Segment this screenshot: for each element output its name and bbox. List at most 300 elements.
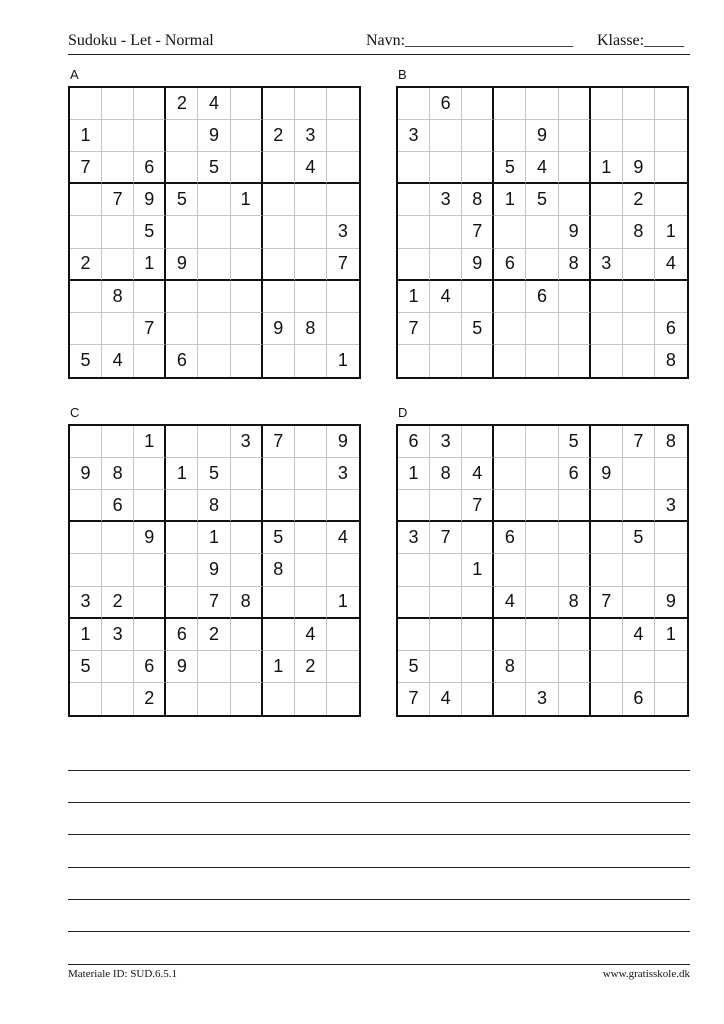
sudoku-cell[interactable]	[623, 249, 655, 281]
sudoku-cell[interactable]	[327, 683, 359, 715]
sudoku-cell[interactable]	[462, 345, 494, 377]
sudoku-cell[interactable]: 3	[398, 120, 430, 152]
sudoku-cell[interactable]	[166, 281, 198, 313]
sudoku-cell[interactable]	[559, 120, 591, 152]
sudoku-cell[interactable]	[231, 313, 263, 345]
sudoku-cell[interactable]	[295, 458, 327, 490]
sudoku-cell[interactable]	[623, 88, 655, 120]
sudoku-cell[interactable]	[295, 683, 327, 715]
sudoku-cell[interactable]	[70, 490, 102, 522]
sudoku-cell[interactable]	[591, 619, 623, 651]
sudoku-cell[interactable]: 2	[70, 249, 102, 281]
sudoku-cell[interactable]	[494, 216, 526, 248]
sudoku-cell[interactable]	[655, 458, 687, 490]
sudoku-cell[interactable]: 7	[462, 490, 494, 522]
sudoku-cell[interactable]: 5	[198, 458, 230, 490]
sudoku-cell[interactable]	[231, 120, 263, 152]
sudoku-cell[interactable]: 5	[494, 152, 526, 184]
sudoku-cell[interactable]: 3	[526, 683, 558, 715]
sudoku-cell[interactable]: 4	[526, 152, 558, 184]
sudoku-cell[interactable]	[591, 281, 623, 313]
sudoku-cell[interactable]	[70, 522, 102, 554]
sudoku-cell[interactable]	[263, 619, 295, 651]
sudoku-cell[interactable]: 1	[462, 554, 494, 586]
sudoku-cell[interactable]: 8	[102, 458, 134, 490]
sudoku-cell[interactable]: 4	[430, 683, 462, 715]
sudoku-cell[interactable]	[134, 345, 166, 377]
sudoku-cell[interactable]	[102, 216, 134, 248]
sudoku-cell[interactable]: 9	[166, 249, 198, 281]
sudoku-cell[interactable]	[591, 554, 623, 586]
sudoku-cell[interactable]: 5	[70, 651, 102, 683]
sudoku-cell[interactable]	[198, 249, 230, 281]
sudoku-cell[interactable]	[494, 426, 526, 458]
sudoku-cell[interactable]	[398, 554, 430, 586]
sudoku-cell[interactable]: 1	[263, 651, 295, 683]
sudoku-cell[interactable]	[591, 651, 623, 683]
sudoku-cell[interactable]: 9	[526, 120, 558, 152]
sudoku-cell[interactable]	[526, 651, 558, 683]
class-field[interactable]: Klasse:_____	[597, 32, 685, 49]
sudoku-cell[interactable]	[263, 281, 295, 313]
sudoku-cell[interactable]	[655, 120, 687, 152]
sudoku-cell[interactable]: 8	[665, 350, 676, 371]
sudoku-cell[interactable]	[231, 281, 263, 313]
sudoku-cell[interactable]	[526, 313, 558, 345]
sudoku-cell[interactable]	[591, 120, 623, 152]
sudoku-cell[interactable]: 3	[231, 426, 263, 458]
sudoku-cell[interactable]	[398, 216, 430, 248]
sudoku-cell[interactable]	[263, 152, 295, 184]
sudoku-cell[interactable]: 5	[398, 651, 430, 683]
sudoku-cell[interactable]	[462, 281, 494, 313]
sudoku-cell[interactable]	[526, 554, 558, 586]
sudoku-cell[interactable]	[166, 554, 198, 586]
sudoku-cell[interactable]	[398, 490, 430, 522]
sudoku-cell[interactable]: 4	[198, 88, 230, 120]
sudoku-cell[interactable]	[231, 554, 263, 586]
sudoku-cell[interactable]: 8	[655, 426, 687, 458]
sudoku-cell[interactable]: 5	[166, 184, 198, 216]
sudoku-cell[interactable]	[198, 216, 230, 248]
sudoku-cell[interactable]	[591, 522, 623, 554]
sudoku-cell[interactable]: 6	[102, 490, 134, 522]
sudoku-cell[interactable]	[102, 522, 134, 554]
sudoku-cell[interactable]	[198, 651, 230, 683]
sudoku-cell[interactable]: 9	[198, 554, 230, 586]
sudoku-cell[interactable]	[231, 345, 263, 377]
sudoku-cell[interactable]	[430, 587, 462, 619]
sudoku-cell[interactable]	[70, 88, 102, 120]
sudoku-cell[interactable]	[655, 281, 687, 313]
sudoku-cell[interactable]	[295, 184, 327, 216]
sudoku-cell[interactable]	[430, 490, 462, 522]
sudoku-cell[interactable]	[591, 345, 623, 377]
sudoku-cell[interactable]	[559, 152, 591, 184]
sudoku-cell[interactable]: 9	[134, 184, 166, 216]
sudoku-cell[interactable]	[623, 490, 655, 522]
sudoku-cell[interactable]: 6	[166, 619, 198, 651]
sudoku-cell[interactable]	[198, 683, 230, 715]
sudoku-cell[interactable]: 9	[623, 152, 655, 184]
sudoku-cell[interactable]: 5	[134, 216, 166, 248]
sudoku-cell[interactable]	[166, 152, 198, 184]
sudoku-cell[interactable]: 1	[166, 458, 198, 490]
sudoku-cell[interactable]: 1	[198, 522, 230, 554]
sudoku-cell[interactable]	[462, 426, 494, 458]
sudoku-cell[interactable]	[398, 184, 430, 216]
sudoku-cell[interactable]	[263, 216, 295, 248]
sudoku-cell[interactable]	[295, 345, 327, 377]
sudoku-cell[interactable]: 9	[655, 587, 687, 619]
sudoku-cell[interactable]: 1	[327, 587, 359, 619]
sudoku-cell[interactable]	[70, 216, 102, 248]
sudoku-cell[interactable]	[430, 651, 462, 683]
sudoku-cell[interactable]: 3	[102, 619, 134, 651]
sudoku-cell[interactable]	[295, 426, 327, 458]
sudoku-cell[interactable]	[430, 619, 462, 651]
sudoku-cell[interactable]	[398, 345, 430, 377]
sudoku-cell[interactable]	[166, 313, 198, 345]
sudoku-cell[interactable]: 2	[134, 683, 166, 715]
sudoku-cell[interactable]: 7	[134, 313, 166, 345]
sudoku-cell[interactable]: 1	[337, 350, 348, 371]
sudoku-cell[interactable]: 7	[398, 313, 430, 345]
sudoku-cell[interactable]	[591, 683, 623, 715]
sudoku-cell[interactable]	[559, 345, 591, 377]
sudoku-cell[interactable]	[462, 120, 494, 152]
sudoku-cell[interactable]: 6	[494, 522, 526, 554]
sudoku-cell[interactable]	[559, 184, 591, 216]
sudoku-cell[interactable]: 8	[102, 281, 134, 313]
sudoku-cell[interactable]	[526, 458, 558, 490]
sudoku-cell[interactable]: 8	[559, 587, 591, 619]
sudoku-cell[interactable]	[655, 683, 687, 715]
sudoku-cell[interactable]: 1	[398, 458, 430, 490]
sudoku-cell[interactable]	[559, 313, 591, 345]
sudoku-cell[interactable]: 9	[591, 458, 623, 490]
sudoku-cell[interactable]	[134, 490, 166, 522]
sudoku-cell[interactable]	[462, 587, 494, 619]
sudoku-cell[interactable]: 2	[102, 587, 134, 619]
sudoku-cell[interactable]: 2	[166, 88, 198, 120]
sudoku-cell[interactable]	[102, 651, 134, 683]
sudoku-cell[interactable]: 1	[134, 426, 166, 458]
sudoku-cell[interactable]: 4	[102, 345, 134, 377]
sudoku-cell[interactable]	[134, 281, 166, 313]
sudoku-cell[interactable]	[166, 426, 198, 458]
sudoku-cell[interactable]: 2	[263, 120, 295, 152]
sudoku-cell[interactable]	[263, 345, 295, 377]
sudoku-cell[interactable]	[295, 281, 327, 313]
sudoku-cell[interactable]: 6	[430, 88, 462, 120]
sudoku-cell[interactable]	[655, 522, 687, 554]
sudoku-cell[interactable]	[398, 88, 430, 120]
sudoku-cell[interactable]: 3	[591, 249, 623, 281]
sudoku-cell[interactable]: 9	[134, 522, 166, 554]
sudoku-cell[interactable]: 6	[494, 249, 526, 281]
sudoku-cell[interactable]: 9	[70, 458, 102, 490]
sudoku-cell[interactable]: 9	[198, 120, 230, 152]
sudoku-cell[interactable]	[327, 313, 359, 345]
sudoku-cell[interactable]	[623, 345, 655, 377]
sudoku-cell[interactable]	[134, 458, 166, 490]
sudoku-cell[interactable]	[263, 587, 295, 619]
sudoku-cell[interactable]	[559, 683, 591, 715]
sudoku-cell[interactable]	[102, 88, 134, 120]
sudoku-cell[interactable]	[70, 426, 102, 458]
sudoku-cell[interactable]	[327, 152, 359, 184]
sudoku-cell[interactable]: 4	[295, 152, 327, 184]
sudoku-cell[interactable]: 5	[526, 184, 558, 216]
sudoku-cell[interactable]	[134, 619, 166, 651]
sudoku-cell[interactable]	[526, 345, 558, 377]
sudoku-cell[interactable]: 7	[462, 216, 494, 248]
sudoku-cell[interactable]	[559, 651, 591, 683]
sudoku-cell[interactable]	[494, 120, 526, 152]
sudoku-cell[interactable]	[263, 458, 295, 490]
sudoku-cell[interactable]	[591, 184, 623, 216]
sudoku-cell[interactable]: 6	[398, 426, 430, 458]
sudoku-cell[interactable]: 3	[327, 216, 359, 248]
sudoku-cell[interactable]	[166, 490, 198, 522]
sudoku-cell[interactable]	[526, 619, 558, 651]
sudoku-cell[interactable]	[198, 313, 230, 345]
sudoku-cell[interactable]	[398, 619, 430, 651]
sudoku-cell[interactable]	[430, 120, 462, 152]
sudoku-cell[interactable]	[655, 184, 687, 216]
sudoku-cell[interactable]	[462, 683, 494, 715]
sudoku-cell[interactable]	[398, 152, 430, 184]
sudoku-cell[interactable]: 7	[327, 249, 359, 281]
sudoku-cell[interactable]: 4	[655, 249, 687, 281]
sudoku-cell[interactable]	[327, 120, 359, 152]
sudoku-cell[interactable]: 9	[462, 249, 494, 281]
sudoku-cell[interactable]	[591, 88, 623, 120]
sudoku-cell[interactable]	[526, 88, 558, 120]
sudoku-cell[interactable]: 6	[655, 313, 687, 345]
sudoku-cell[interactable]: 1	[231, 184, 263, 216]
sudoku-cell[interactable]	[198, 345, 230, 377]
sudoku-cell[interactable]: 3	[430, 184, 462, 216]
sudoku-cell[interactable]	[655, 88, 687, 120]
sudoku-cell[interactable]	[102, 426, 134, 458]
sudoku-cell[interactable]	[494, 345, 526, 377]
sudoku-cell[interactable]: 5	[198, 152, 230, 184]
sudoku-cell[interactable]	[295, 216, 327, 248]
sudoku-cell[interactable]	[166, 587, 198, 619]
sudoku-cell[interactable]	[102, 313, 134, 345]
sudoku-cell[interactable]	[591, 313, 623, 345]
sudoku-cell[interactable]	[559, 88, 591, 120]
sudoku-cell[interactable]	[559, 619, 591, 651]
sudoku-cell[interactable]	[494, 458, 526, 490]
sudoku-cell[interactable]: 1	[398, 281, 430, 313]
sudoku-cell[interactable]	[430, 313, 462, 345]
sudoku-cell[interactable]: 3	[398, 522, 430, 554]
sudoku-cell[interactable]	[166, 120, 198, 152]
sudoku-cell[interactable]	[327, 184, 359, 216]
sudoku-cell[interactable]: 1	[494, 184, 526, 216]
sudoku-cell[interactable]	[430, 152, 462, 184]
sudoku-cell[interactable]: 6	[166, 345, 198, 377]
sudoku-cell[interactable]	[623, 587, 655, 619]
sudoku-cell[interactable]: 8	[263, 554, 295, 586]
sudoku-cell[interactable]	[231, 522, 263, 554]
sudoku-cell[interactable]	[102, 683, 134, 715]
sudoku-cell[interactable]	[559, 554, 591, 586]
sudoku-cell[interactable]: 4	[494, 587, 526, 619]
sudoku-cell[interactable]	[623, 120, 655, 152]
sudoku-cell[interactable]	[462, 152, 494, 184]
sudoku-cell[interactable]	[430, 249, 462, 281]
sudoku-cell[interactable]: 3	[655, 490, 687, 522]
sudoku-cell[interactable]: 2	[295, 651, 327, 683]
sudoku-cell[interactable]	[526, 216, 558, 248]
sudoku-cell[interactable]: 8	[623, 216, 655, 248]
sudoku-cell[interactable]	[231, 651, 263, 683]
sudoku-cell[interactable]	[623, 281, 655, 313]
sudoku-cell[interactable]: 6	[559, 458, 591, 490]
sudoku-cell[interactable]: 2	[623, 184, 655, 216]
name-field[interactable]: Navn:_____________________	[366, 32, 574, 49]
sudoku-cell[interactable]: 1	[591, 152, 623, 184]
sudoku-cell[interactable]	[526, 522, 558, 554]
sudoku-cell[interactable]	[102, 554, 134, 586]
sudoku-cell[interactable]	[494, 554, 526, 586]
sudoku-cell[interactable]: 2	[198, 619, 230, 651]
sudoku-cell[interactable]	[623, 313, 655, 345]
sudoku-cell[interactable]: 4	[462, 458, 494, 490]
sudoku-cell[interactable]: 3	[295, 120, 327, 152]
sudoku-cell[interactable]: 7	[623, 426, 655, 458]
sudoku-cell[interactable]: 9	[166, 651, 198, 683]
sudoku-cell[interactable]	[462, 88, 494, 120]
sudoku-cell[interactable]: 7	[591, 587, 623, 619]
sudoku-cell[interactable]	[231, 619, 263, 651]
sudoku-cell[interactable]	[295, 88, 327, 120]
sudoku-cell[interactable]	[231, 152, 263, 184]
sudoku-cell[interactable]: 1	[70, 619, 102, 651]
sudoku-cell[interactable]	[295, 522, 327, 554]
sudoku-cell[interactable]: 7	[263, 426, 295, 458]
sudoku-cell[interactable]	[591, 216, 623, 248]
sudoku-cell[interactable]	[494, 313, 526, 345]
sudoku-cell[interactable]	[327, 88, 359, 120]
sudoku-cell[interactable]	[102, 152, 134, 184]
sudoku-cell[interactable]	[398, 249, 430, 281]
sudoku-cell[interactable]	[559, 522, 591, 554]
sudoku-cell[interactable]	[623, 651, 655, 683]
sudoku-cell[interactable]	[430, 216, 462, 248]
sudoku-cell[interactable]	[327, 490, 359, 522]
sudoku-cell[interactable]	[295, 554, 327, 586]
sudoku-cell[interactable]: 6	[623, 683, 655, 715]
sudoku-cell[interactable]	[494, 281, 526, 313]
sudoku-cell[interactable]: 7	[70, 152, 102, 184]
sudoku-cell[interactable]: 7	[398, 683, 430, 715]
sudoku-cell[interactable]	[198, 426, 230, 458]
sudoku-cell[interactable]	[70, 313, 102, 345]
sudoku-cell[interactable]	[134, 88, 166, 120]
sudoku-cell[interactable]	[295, 490, 327, 522]
sudoku-cell[interactable]	[166, 216, 198, 248]
sudoku-cell[interactable]	[462, 522, 494, 554]
sudoku-cell[interactable]	[231, 249, 263, 281]
sudoku-cell[interactable]	[526, 490, 558, 522]
sudoku-cell[interactable]	[430, 345, 462, 377]
sudoku-cell[interactable]: 1	[655, 619, 687, 651]
sudoku-cell[interactable]: 9	[327, 426, 359, 458]
sudoku-cell[interactable]	[295, 249, 327, 281]
sudoku-cell[interactable]	[102, 249, 134, 281]
sudoku-cell[interactable]: 5	[623, 522, 655, 554]
sudoku-cell[interactable]	[198, 281, 230, 313]
sudoku-cell[interactable]	[295, 587, 327, 619]
sudoku-cell[interactable]: 4	[623, 619, 655, 651]
sudoku-cell[interactable]: 1	[70, 120, 102, 152]
sudoku-cell[interactable]	[591, 490, 623, 522]
sudoku-cell[interactable]: 7	[198, 587, 230, 619]
sudoku-cell[interactable]	[166, 522, 198, 554]
sudoku-cell[interactable]	[494, 619, 526, 651]
sudoku-cell[interactable]	[166, 683, 198, 715]
sudoku-cell[interactable]	[231, 490, 263, 522]
sudoku-cell[interactable]: 5	[462, 313, 494, 345]
sudoku-cell[interactable]	[134, 587, 166, 619]
sudoku-cell[interactable]	[494, 683, 526, 715]
sudoku-cell[interactable]: 9	[263, 313, 295, 345]
sudoku-cell[interactable]: 6	[134, 651, 166, 683]
sudoku-cell[interactable]	[134, 554, 166, 586]
sudoku-cell[interactable]: 8	[462, 184, 494, 216]
sudoku-cell[interactable]: 6	[526, 281, 558, 313]
sudoku-cell[interactable]: 3	[70, 587, 102, 619]
sudoku-cell[interactable]: 5	[263, 522, 295, 554]
sudoku-cell[interactable]	[70, 683, 102, 715]
sudoku-cell[interactable]	[559, 490, 591, 522]
sudoku-cell[interactable]: 7	[430, 522, 462, 554]
sudoku-cell[interactable]	[327, 651, 359, 683]
sudoku-cell[interactable]	[231, 216, 263, 248]
sudoku-cell[interactable]: 3	[430, 426, 462, 458]
sudoku-cell[interactable]: 8	[494, 651, 526, 683]
sudoku-cell[interactable]: 6	[134, 152, 166, 184]
sudoku-cell[interactable]	[327, 619, 359, 651]
sudoku-cell[interactable]	[327, 281, 359, 313]
sudoku-cell[interactable]	[430, 554, 462, 586]
sudoku-cell[interactable]	[70, 281, 102, 313]
sudoku-cell[interactable]: 1	[134, 249, 166, 281]
sudoku-cell[interactable]	[70, 554, 102, 586]
sudoku-cell[interactable]	[526, 587, 558, 619]
sudoku-cell[interactable]	[655, 651, 687, 683]
sudoku-cell[interactable]	[655, 152, 687, 184]
sudoku-cell[interactable]	[494, 490, 526, 522]
sudoku-cell[interactable]	[231, 458, 263, 490]
sudoku-cell[interactable]	[263, 88, 295, 120]
sudoku-cell[interactable]	[231, 88, 263, 120]
sudoku-cell[interactable]	[623, 554, 655, 586]
sudoku-cell[interactable]	[198, 184, 230, 216]
sudoku-cell[interactable]	[263, 490, 295, 522]
sudoku-cell[interactable]: 8	[559, 249, 591, 281]
sudoku-cell[interactable]	[327, 554, 359, 586]
sudoku-cell[interactable]	[623, 458, 655, 490]
sudoku-cell[interactable]: 8	[295, 313, 327, 345]
sudoku-cell[interactable]	[655, 554, 687, 586]
sudoku-cell[interactable]	[231, 683, 263, 715]
